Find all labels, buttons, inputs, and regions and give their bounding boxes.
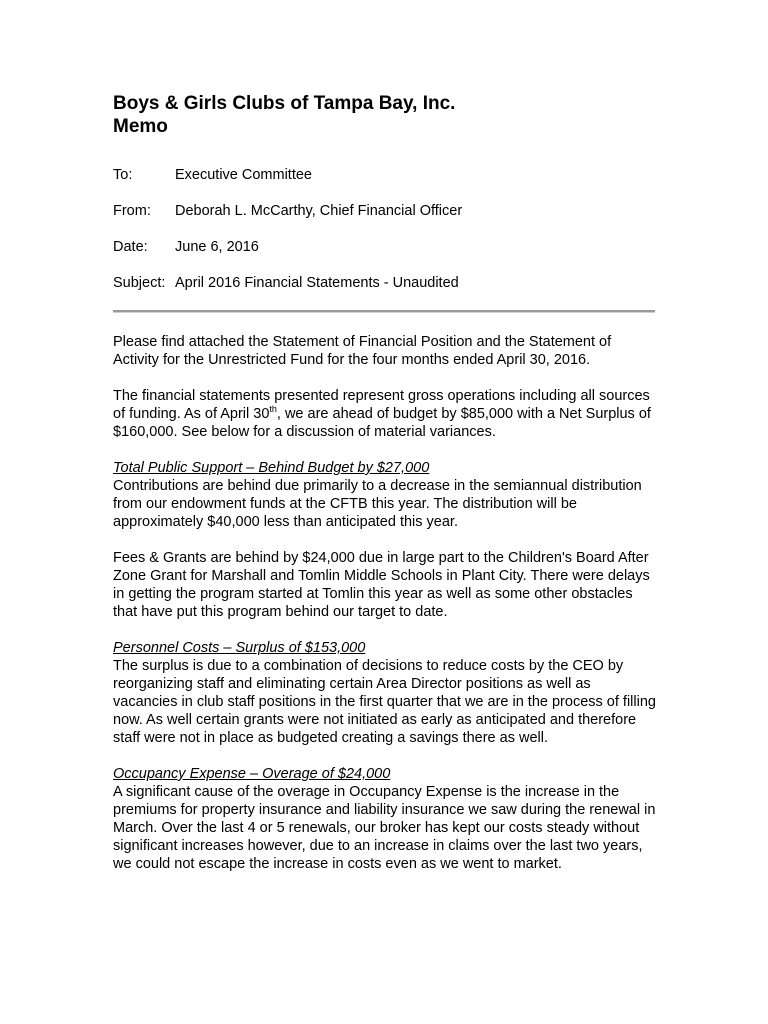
section-paragraph: Fees & Grants are behind by $24,000 due in large part to the Children's Board After Zone Grant for Marshall and Tomlin Middle Schools in Plant City. There were delays in getting the program started at Tomlin this year as well as some other obstacles that have put this program behind our target to date.: [113, 550, 650, 620]
section-personnel-costs: [113, 639, 658, 747]
date-value: June 6, 2016: [175, 239, 259, 255]
to-value: Executive Committee: [175, 167, 312, 183]
intro-paragraph-2: [113, 387, 658, 441]
section-paragraph: [113, 459, 658, 531]
section-heading: Total Public Support – Behind Budget by $27,000: [113, 460, 430, 476]
section-text: The surplus is due to a combination of decisions to reduce costs by the CEO by reorganizing staff and eliminating certain Area Director positions as well as vacancies in club staff positions in the first quarter that we are in the process of filling now. As well certain grants were not initiated as early as anticipated and therefore staff were not in place as budgeted creating a savings there as well.: [113, 658, 656, 746]
memo-page: [113, 92, 658, 891]
subject-row: [113, 274, 658, 292]
intro-p2-text-a: The financial statements presented represent gross operations including all sources of funding. As of April 30: [113, 388, 650, 422]
section-public-support: [113, 459, 658, 621]
subject-label: Subject:: [113, 275, 166, 291]
date-row: [113, 238, 658, 256]
section-text: Contributions are behind due primarily to a decrease in the semiannual distribution from our endowment funds at the CFTB this year. The distribution will be approximately $40,000 less than anticipated this year.: [113, 478, 642, 530]
header-divider: [113, 310, 655, 313]
to-label: To:: [113, 167, 133, 183]
document-type-title: Memo: [113, 116, 168, 137]
to-row: [113, 166, 658, 184]
section-occupancy-expense: [113, 765, 658, 873]
section-heading: Occupancy Expense – Overage of $24,000: [113, 766, 391, 782]
date-label: Date:: [113, 239, 148, 255]
from-value: Deborah L. McCarthy, Chief Financial Officer: [175, 203, 463, 219]
intro-p2-text-b: , we are ahead of budget by $85,000 with a Net Surplus of $160,000. See below for a discussion of material variances.: [113, 406, 651, 440]
subject-value: April 2016 Financial Statements - Unaudited: [175, 275, 459, 291]
section-heading: Personnel Costs – Surplus of $153,000: [113, 640, 366, 656]
intro-paragraph-1: Please find attached the Statement of Financial Position and the Statement of Activity for the Unrestricted Fund for the four months ended April 30, 2016.: [113, 334, 612, 368]
memo-header: [113, 166, 658, 292]
section-paragraph: [113, 639, 658, 747]
memo-body: [113, 333, 658, 873]
section-paragraph: [113, 765, 658, 873]
section-text: A significant cause of the overage in Occupancy Expense is the increase in the premiums for property insurance and liability insurance we saw during the renewal in March. Over the last 4 or 5 renewals, our broker has kept our costs steady without significant increases however, due to an increase in claims over the last two years, we could not escape the increase in costs even as we went to market.: [113, 784, 656, 872]
ordinal-superscript: th: [269, 404, 277, 415]
from-row: [113, 202, 658, 220]
from-label: From:: [113, 203, 151, 219]
organization-title: Boys & Girls Clubs of Tampa Bay, Inc.: [113, 93, 456, 114]
